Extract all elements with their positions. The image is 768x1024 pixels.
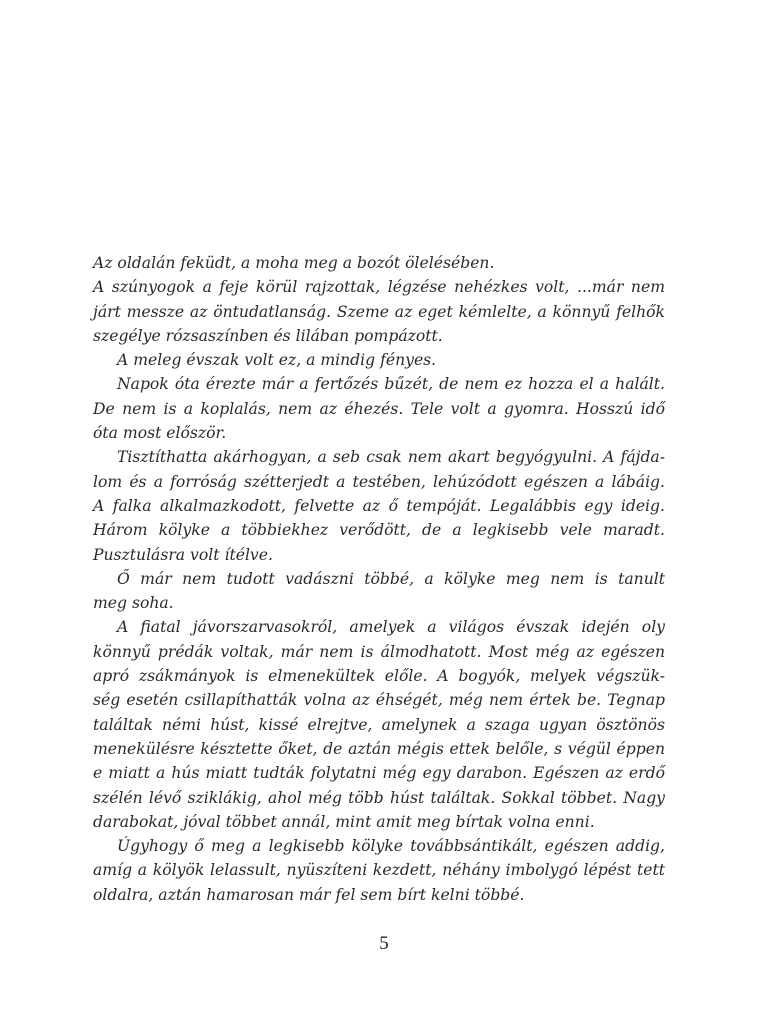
text-line: Három kölyke a többiekhez verődött, de a legkisebb vele maradt. <box>93 521 665 540</box>
text-line: e miatt a hús miatt tudták folytatni még egy darabon. Egészen az erdő <box>93 764 665 783</box>
text-line: oldalra, aztán hamarosan már fel sem bírt kelni többé. <box>93 885 525 904</box>
text-line: járt messze az öntudatlanság. Szeme az eget kémlelte, a könnyű felhők <box>93 302 665 321</box>
text-line: ség esetén csillapíthatták volna az éhségét, még nem értek be. Tegnap <box>93 691 665 710</box>
text-line: Ő már nem tudott vadászni többé, a kölyke meg nem is tanult <box>117 569 665 588</box>
text-line: De nem is a koplalás, nem az éhezés. Tele volt a gyomra. Hosszú idő <box>93 399 665 418</box>
text-line: amíg a kölyök lelassult, nyüszíteni kezdett, néhány imbolygó lépést tett <box>93 861 665 880</box>
text-line: Pusztulásra volt ítélve. <box>93 545 273 564</box>
text-line: Napok óta érezte már a fertőzés bűzét, de nem ez hozza el a halált. <box>117 375 665 394</box>
text-line: meg soha. <box>93 594 174 613</box>
text-line: A fiatal jávorszarvasokról, amelyek a világos évszak idején oly <box>117 618 665 637</box>
text-line: Az oldalán feküdt, a moha meg a bozót ölelésében. <box>93 254 495 272</box>
text-line: szélén lévő sziklákig, ahol még több húst találtak. Sokkal többet. Nagy <box>93 788 665 807</box>
text-line: Tisztíthatta akárhogyan, a seb csak nem akart begyógyulni. A fájda- <box>117 448 665 467</box>
text-line: lom és a forróság szétterjedt a testében, lehúzódott egészen a lábáig. <box>93 472 665 491</box>
text-line: szegélye rózsaszínben és lilában pompázott. <box>93 326 443 345</box>
text-line: óta most először. <box>93 424 227 443</box>
text-line: könnyű prédák voltak, már nem is álmodhatott. Most még az egészen <box>93 642 665 661</box>
text-line: A falka alkalmazkodott, felvette az ő tempóját. Legalábbis egy ideig. <box>93 496 665 515</box>
text-line: apró zsákmányok is elmenekültek előle. A bogyók, melyek végszük- <box>93 667 665 686</box>
text-line: menekülésre késztette őket, de aztán mégis ettek belőle, s végül éppen <box>93 739 665 758</box>
text-line: A meleg évszak volt ez, a mindig fényes. <box>117 351 437 370</box>
text-line: darabokat, jóval többet annál, mint amit meg bírtak volna enni. <box>93 812 595 831</box>
body-text <box>93 251 665 907</box>
text-line: A szúnyogok a feje körül rajzottak, légzése nehézkes volt, ...már nem <box>93 278 665 297</box>
text-line: Úgyhogy ő meg a legkisebb kölyke továbbsántikált, egészen addig, <box>117 837 665 856</box>
text-line: találtak némi húst, kissé elrejtve, amelynek a szaga ugyan ösztönös <box>93 715 665 734</box>
page-number: 5 <box>379 933 389 954</box>
